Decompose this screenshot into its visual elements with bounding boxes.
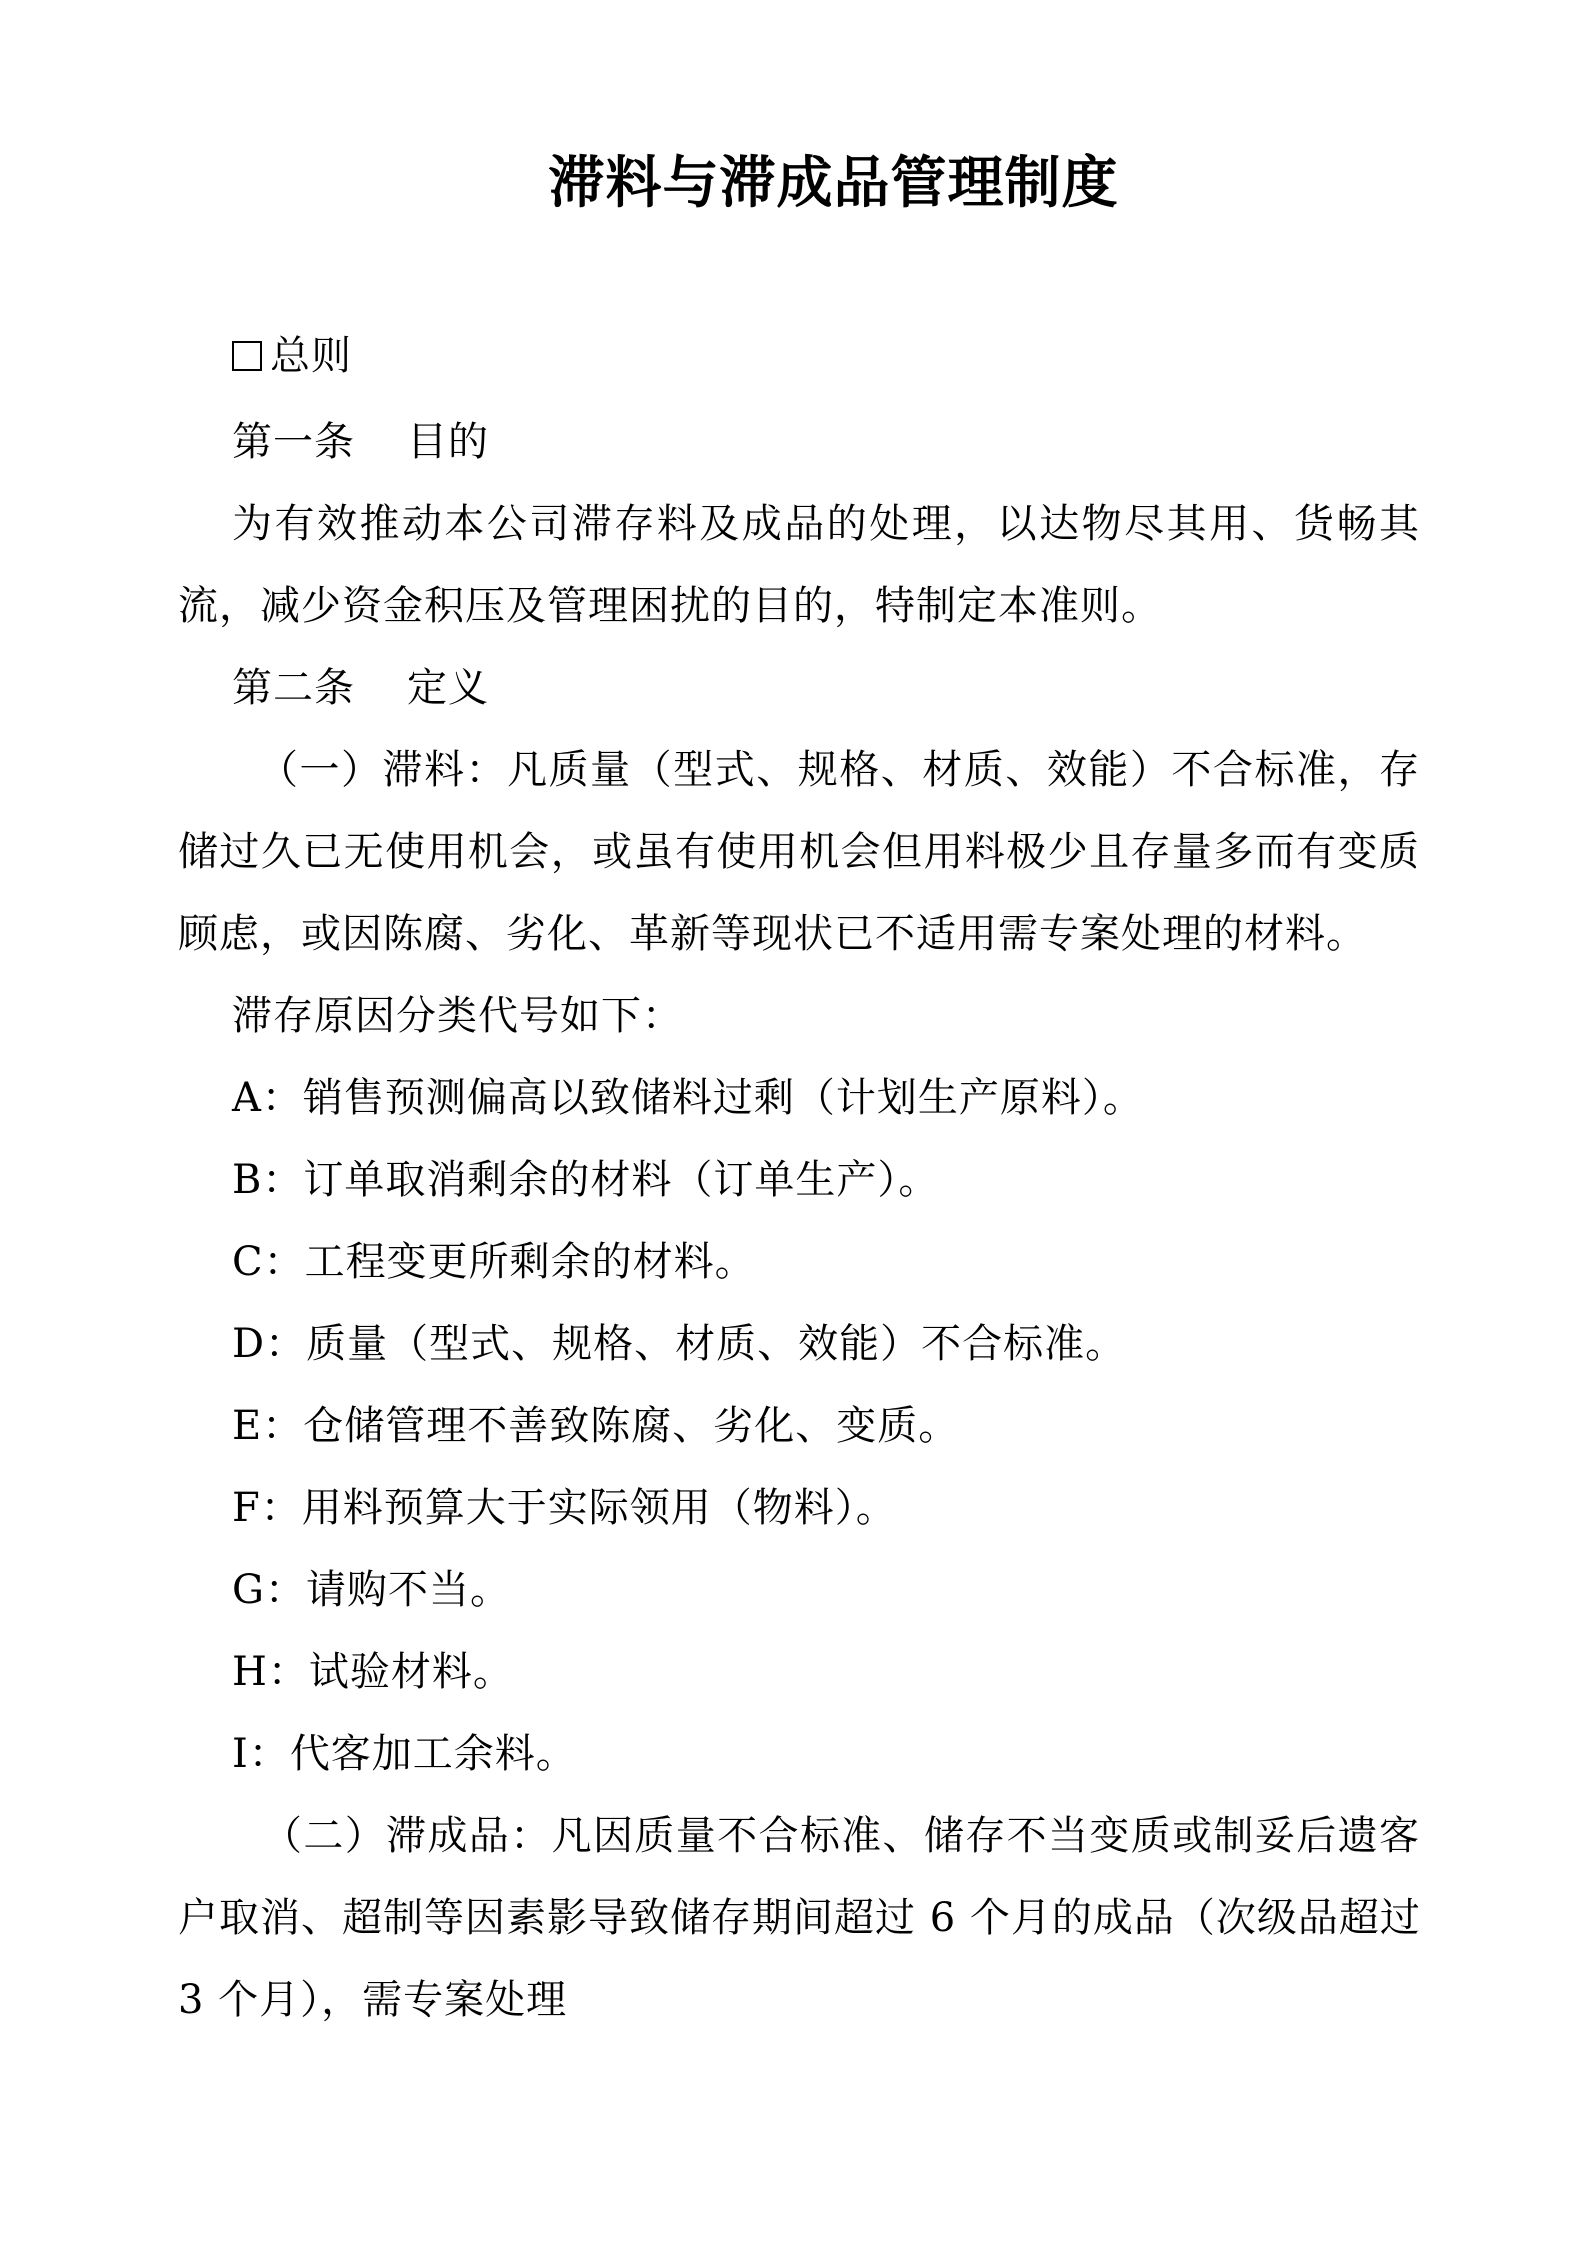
code-label: B： — [232, 1157, 304, 1203]
code-item — [232, 1316, 1126, 1372]
article-name: 目的 — [407, 419, 489, 465]
code-item — [232, 1726, 577, 1782]
code-item — [232, 1152, 939, 1208]
paragraph-line: 户取消、超制等因素影导致储存期间超过 6 个月的成品（次级品超过 — [178, 1895, 1421, 1941]
checkbox-icon — [232, 341, 262, 371]
code-label: I： — [232, 1731, 290, 1777]
code-text: 代客加工余料。 — [289, 1731, 577, 1777]
code-item — [232, 1562, 511, 1618]
code-item — [232, 1398, 959, 1454]
paragraph-line: 3 个月），需专案处理 — [178, 1977, 568, 2023]
paragraph-line: （二）滞成品：凡因质量不合标准、储存不当变质或制妥后遗客 — [262, 1813, 1420, 1859]
paragraph-line: 为有效推动本公司滞存料及成品的处理，以达物尽其用、货畅其 — [232, 501, 1420, 547]
code-text: 试验材料。 — [308, 1649, 514, 1695]
paragraph-line: （一）滞料：凡质量（型式、规格、材质、效能）不合标准，存 — [258, 747, 1420, 793]
codes-intro: 滞存原因分类代号如下： — [232, 993, 683, 1039]
article-number: 第二条 — [232, 665, 355, 711]
code-text: 订单取消剩余的材料（订单生产）。 — [303, 1157, 940, 1203]
paragraph-line: 储过久已无使用机会，或虽有使用机会但用料极少且存量多而有变质 — [178, 829, 1420, 875]
code-item — [232, 1234, 756, 1290]
code-text: 仓储管理不善致陈腐、劣化、变质。 — [303, 1403, 960, 1449]
code-label: G： — [232, 1567, 306, 1613]
paragraph-line: 流，减少资金积压及管理困扰的目的，特制定本准则。 — [178, 583, 1162, 629]
code-label: H： — [232, 1649, 309, 1695]
section-heading-label: 总则 — [270, 333, 352, 379]
section-heading — [232, 328, 352, 384]
code-text: 工程变更所剩余的材料。 — [304, 1239, 756, 1285]
code-label: F： — [232, 1485, 302, 1531]
code-text: 质量（型式、规格、材质、效能）不合标准。 — [306, 1321, 1127, 1367]
code-text: 销售预测偏高以致储料过剩（计划生产原料）。 — [302, 1075, 1144, 1121]
code-label: A： — [232, 1075, 303, 1121]
code-item — [232, 1070, 1144, 1126]
code-text: 请购不当。 — [305, 1567, 511, 1613]
code-item — [232, 1644, 514, 1700]
paragraph-line: 顾虑，或因陈腐、劣化、革新等现状已不适用需专案处理的材料。 — [178, 911, 1367, 957]
code-item — [232, 1480, 897, 1536]
code-label: D： — [232, 1321, 307, 1367]
article-1-heading — [232, 414, 489, 470]
article-name: 定义 — [407, 665, 489, 711]
code-text: 用料预算大于实际领用（物料）。 — [301, 1485, 897, 1531]
code-label: E： — [232, 1403, 304, 1449]
code-label: C： — [232, 1239, 305, 1285]
article-2-heading — [232, 660, 489, 716]
document-title: 滞料与滞成品管理制度 — [548, 151, 1119, 216]
article-number: 第一条 — [232, 419, 355, 465]
